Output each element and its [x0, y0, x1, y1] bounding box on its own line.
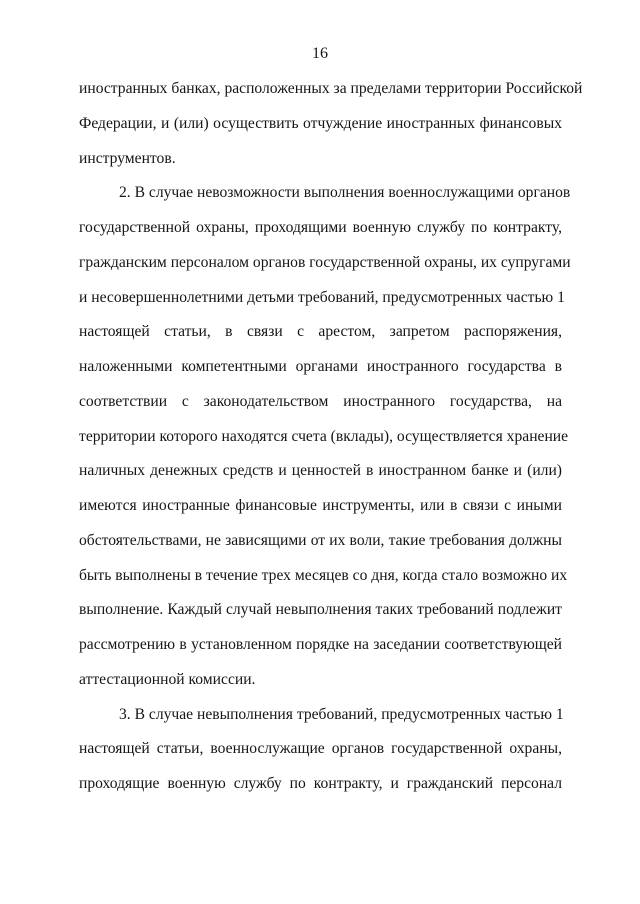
text-line: аттестационной комиссии.	[79, 670, 256, 688]
text-line: быть выполнены в течение трех месяцев со дня, когда стало возможно их	[79, 566, 568, 584]
text-line: настоящей статьи, в связи с арестом, запретом распоряжения,	[79, 323, 562, 341]
text-line: Федерации, и (или) осуществить отчуждение иностранных финансовых	[79, 114, 562, 132]
text-line: соответствии с законодательством иностранного государства, на	[79, 392, 562, 410]
paragraph-3-start: 3. В случае невыполнения требований, предусмотренных частью 1	[119, 705, 564, 723]
text-line: гражданским персоналом органов государственной охраны, их супругами	[79, 253, 571, 271]
text-line: инструментов.	[79, 149, 176, 167]
text-line: и несовершеннолетними детьми требований, предусмотренных частью 1	[79, 288, 565, 306]
text-line: наличных денежных средств и ценностей в иностранном банке и (или)	[79, 462, 562, 480]
text-line: проходящие военную службу по контракту, и гражданский персонал	[79, 775, 562, 792]
text-line: наложенными компетентными органами иностранного государства в	[79, 358, 562, 375]
paragraph-2-start: 2. В случае невозможности выполнения военнослужащими органов	[119, 184, 571, 202]
text-line: имеются иностранные финансовые инструменты, или в связи с иными	[79, 497, 562, 514]
text-line: территории которого находятся счета (вклады), осуществляется хранение	[79, 427, 569, 445]
text-line: настоящей статьи, военнослужащие органов государственной охраны,	[79, 740, 562, 758]
text-line: выполнение. Каждый случай невыполнения таких требований подлежит	[79, 601, 562, 619]
text-line: государственной охраны, проходящими военную службу по контракту,	[79, 219, 562, 236]
page-number: 16	[312, 45, 328, 62]
text-line: иностранных банках, расположенных за пределами территории Российской	[79, 80, 583, 97]
document-body	[79, 78, 583, 808]
text-line: обстоятельствами, не зависящими от их воли, такие требования должны	[79, 531, 562, 549]
text-line: рассмотрению в установленном порядке на заседании соответствующей	[79, 636, 562, 653]
